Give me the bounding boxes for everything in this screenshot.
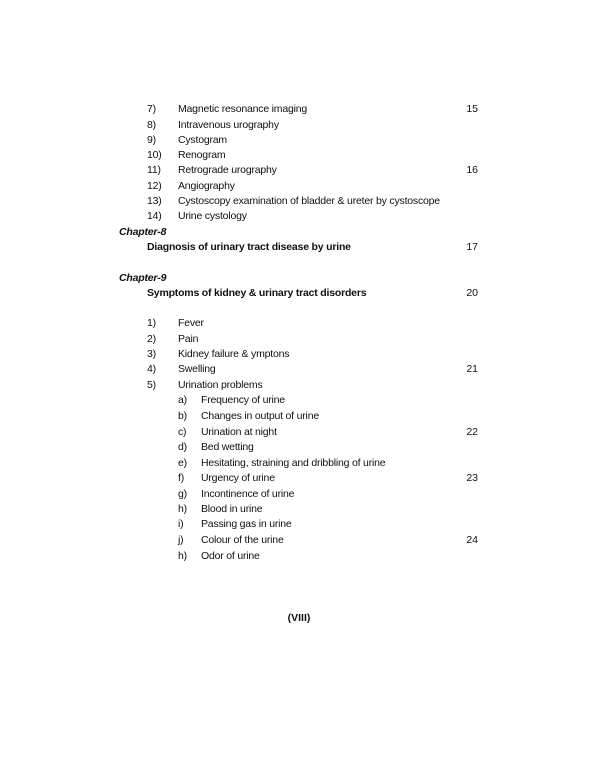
page-number: 24 xyxy=(466,534,478,546)
item-number: 1) xyxy=(147,317,156,329)
subitem-text: Incontinence of urine xyxy=(201,488,295,500)
item-number: 9) xyxy=(147,134,156,146)
item-text: Fever xyxy=(178,317,204,329)
chapter-label: Chapter-8 xyxy=(119,226,167,238)
page-number: 21 xyxy=(466,363,478,375)
page-footer-number: (VIII) xyxy=(287,612,311,624)
subitem-text: Bed wetting xyxy=(201,441,254,453)
item-text: Cystogram xyxy=(178,134,227,146)
page-number: 15 xyxy=(466,103,478,115)
item-text: Urination problems xyxy=(178,379,263,391)
subitem-letter: i) xyxy=(178,518,184,530)
item-number: 11) xyxy=(147,164,161,176)
subitem-letter: g) xyxy=(178,488,187,500)
item-number: 5) xyxy=(147,379,156,391)
subitem-letter: e) xyxy=(178,457,187,469)
item-text: Pain xyxy=(178,333,199,345)
item-text: Angiography xyxy=(178,180,235,192)
item-text: Magnetic resonance imaging xyxy=(178,103,308,115)
subitem-letter: h) xyxy=(178,503,187,515)
subitem-letter: b) xyxy=(178,410,187,422)
item-text: Intravenous urography xyxy=(178,119,279,131)
item-number: 2) xyxy=(147,333,156,345)
subitem-letter: d) xyxy=(178,441,187,453)
item-number: 8) xyxy=(147,119,156,131)
item-number: 7) xyxy=(147,103,156,115)
item-number: 3) xyxy=(147,348,156,360)
subitem-letter: a) xyxy=(178,394,187,406)
item-text: Urine cystology xyxy=(178,210,247,222)
subitem-text: Blood in urine xyxy=(201,503,263,515)
chapter-title: Diagnosis of urinary tract disease by urine xyxy=(147,241,351,253)
subitem-text: Urination at night xyxy=(201,426,277,438)
item-text: Renogram xyxy=(178,149,226,161)
subitem-text: Hesitating, straining and dribbling of urine xyxy=(201,457,386,469)
item-text: Retrograde urography xyxy=(178,164,277,176)
chapter-title: Symptoms of kidney & urinary tract disorders xyxy=(147,287,367,299)
subitem-text: Frequency of urine xyxy=(201,394,285,406)
item-text: Cystoscopy examination of bladder & ureter by cystoscope xyxy=(178,195,440,207)
subitem-text: Changes in output of urine xyxy=(201,410,319,422)
chapter-label: Chapter-9 xyxy=(119,272,167,284)
page-number: 20 xyxy=(466,287,478,299)
subitem-text: Colour of the urine xyxy=(201,534,284,546)
item-text: Swelling xyxy=(178,363,216,375)
item-number: 10) xyxy=(147,149,162,161)
item-number: 14) xyxy=(147,210,162,222)
page-number: 23 xyxy=(466,472,478,484)
subitem-letter: f) xyxy=(178,472,185,484)
item-number: 12) xyxy=(147,180,162,192)
subitem-letter: c) xyxy=(178,426,187,438)
subitem-letter: h) xyxy=(178,550,187,562)
page-number: 16 xyxy=(466,164,478,176)
subitem-text: Passing gas in urine xyxy=(201,518,292,530)
page-number: 17 xyxy=(466,241,478,253)
item-number: 4) xyxy=(147,363,156,375)
subitem-letter: j) xyxy=(178,534,184,546)
subitem-text: Odor of urine xyxy=(201,550,260,562)
item-number: 13) xyxy=(147,195,162,207)
subitem-text: Urgency of urine xyxy=(201,472,275,484)
item-text: Kidney failure & ymptons xyxy=(178,348,290,360)
page-number: 22 xyxy=(466,426,478,438)
